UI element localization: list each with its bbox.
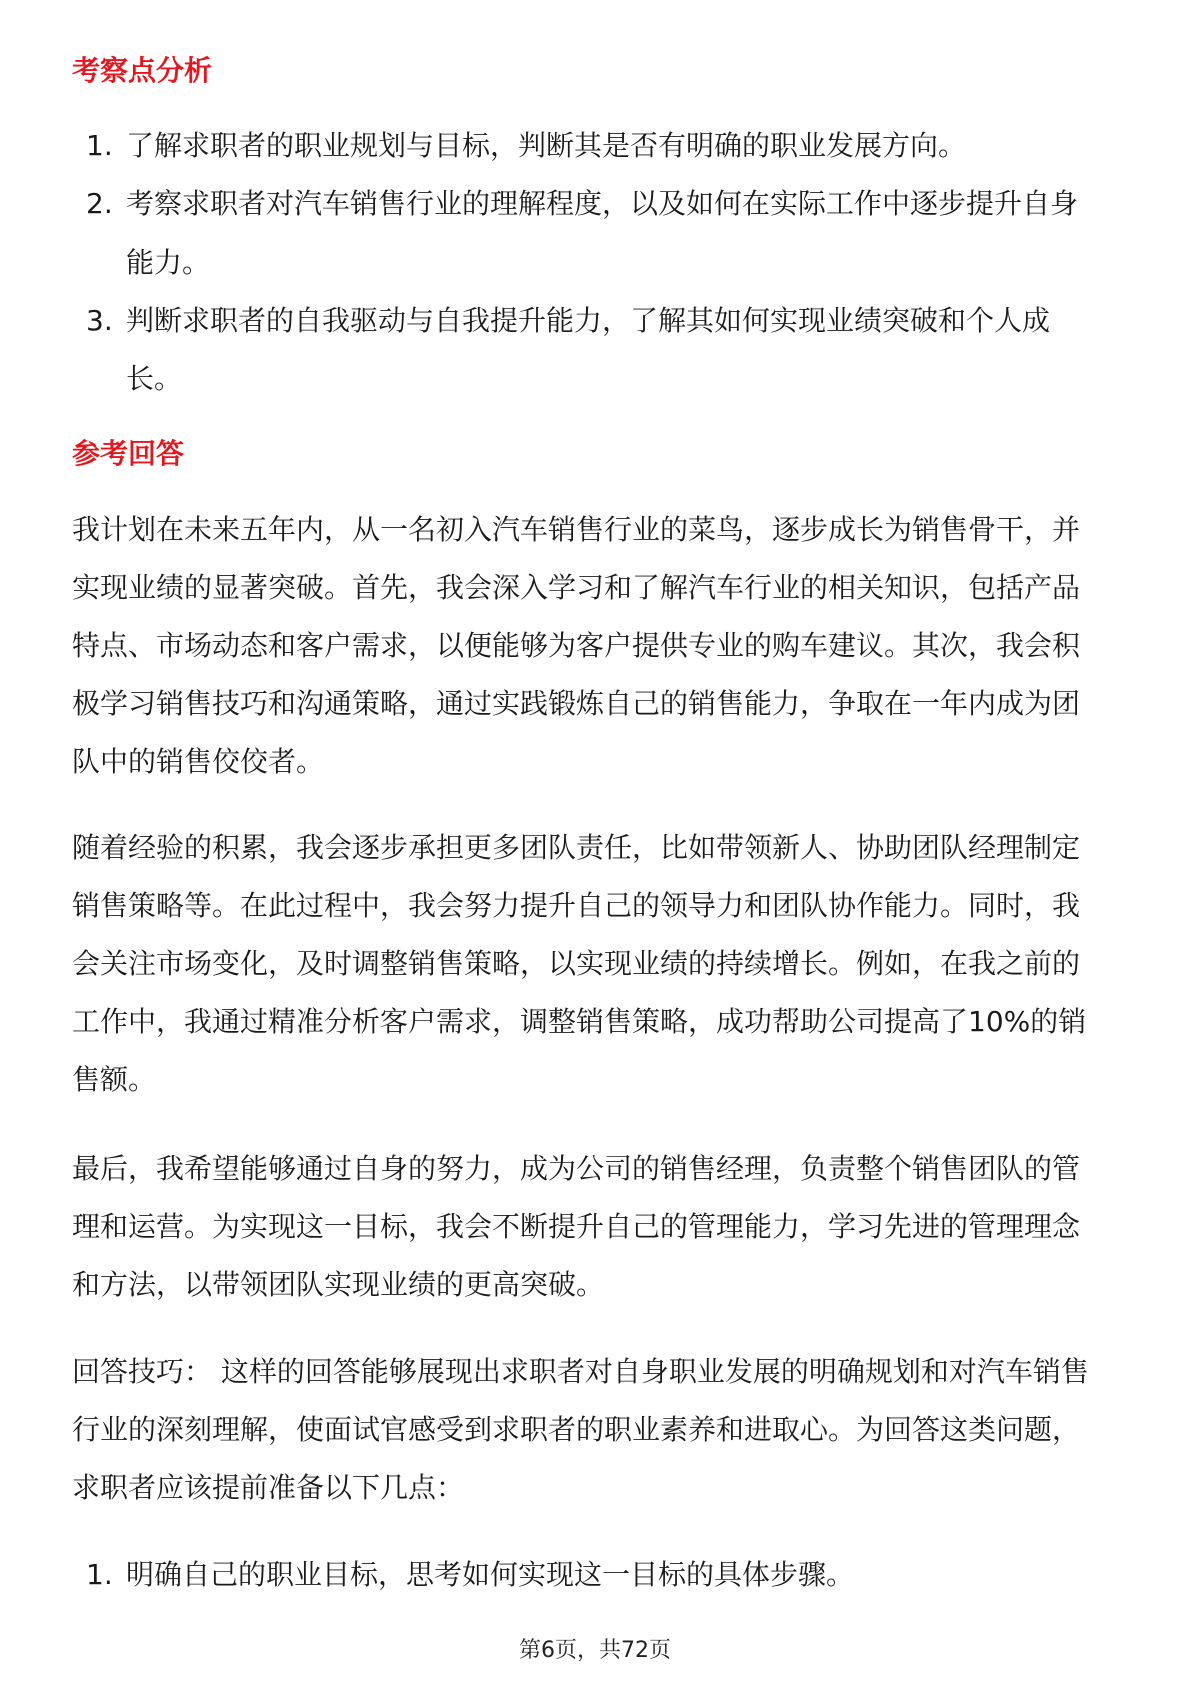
- paragraph-line: 售额。: [72, 1063, 157, 1096]
- paragraph-line: 极学习销售技巧和沟通策略，通过实践锻炼自己的销售能力，争取在一年内成为团: [72, 687, 1081, 720]
- paragraph-line: 特点、市场动态和客户需求，以便能够为客户提供专业的购车建议。其次，我会积: [72, 629, 1081, 662]
- section-heading-reference-answer: 参考回答: [72, 437, 185, 470]
- list-item-text: 考察求职者对汽车销售行业的理解程度，以及如何在实际工作中逐步提升自身: [126, 187, 1079, 220]
- paragraph-line: 实现业绩的显著突破。首先，我会深入学习和了解汽车行业的相关知识，包括产品: [72, 571, 1081, 604]
- list-item-text: 能力。: [126, 246, 211, 279]
- list-number: 1.: [86, 1558, 113, 1591]
- list-item-text: 判断求职者的自我驱动与自我提升能力，了解其如何实现业绩突破和个人成: [126, 304, 1051, 337]
- list-item-text: 了解求职者的职业规划与目标，判断其是否有明确的职业发展方向。: [126, 129, 967, 162]
- paragraph-line: 队中的销售佼佼者。: [72, 745, 325, 778]
- page-number: 第6页，共72页: [519, 1638, 671, 1663]
- list-item-text: 明确自己的职业目标，思考如何实现这一目标的具体步骤。: [126, 1558, 855, 1591]
- paragraph-line: 和方法，以带领团队实现业绩的更高突破。: [72, 1268, 605, 1301]
- list-number: 1.: [86, 129, 113, 162]
- section-heading-analysis: 考察点分析: [72, 54, 213, 87]
- paragraph-line: 求职者应该提前准备以下几点：: [72, 1471, 465, 1504]
- list-number: 3.: [86, 304, 113, 337]
- paragraph-line: 销售策略等。在此过程中，我会努力提升自己的领导力和团队协作能力。同时，我: [72, 889, 1081, 922]
- list-number: 2.: [86, 187, 113, 220]
- paragraph-line: 行业的深刻理解，使面试官感受到求职者的职业素养和进取心。为回答这类问题，: [72, 1413, 1081, 1446]
- list-item-text: 长。: [126, 362, 183, 395]
- paragraph-line: 工作中，我通过精准分析客户需求，调整销售策略，成功帮助公司提高了10%的销: [72, 1005, 1087, 1038]
- paragraph-line: 随着经验的积累，我会逐步承担更多团队责任，比如带领新人、协助团队经理制定: [72, 831, 1081, 864]
- paragraph-line: 最后，我希望能够通过自身的努力，成为公司的销售经理，负责整个销售团队的管: [72, 1152, 1081, 1185]
- paragraph-line: 回答技巧： 这样的回答能够展现出求职者对自身职业发展的明确规划和对汽车销售: [72, 1355, 1089, 1388]
- paragraph-line: 会关注市场变化，及时调整销售策略，以实现业绩的持续增长。例如，在我之前的: [72, 947, 1081, 980]
- paragraph-line: 我计划在未来五年内，从一名初入汽车销售行业的菜鸟，逐步成长为销售骨干，并: [72, 513, 1081, 546]
- paragraph-line: 理和运营。为实现这一目标，我会不断提升自己的管理能力，学习先进的管理理念: [72, 1210, 1081, 1243]
